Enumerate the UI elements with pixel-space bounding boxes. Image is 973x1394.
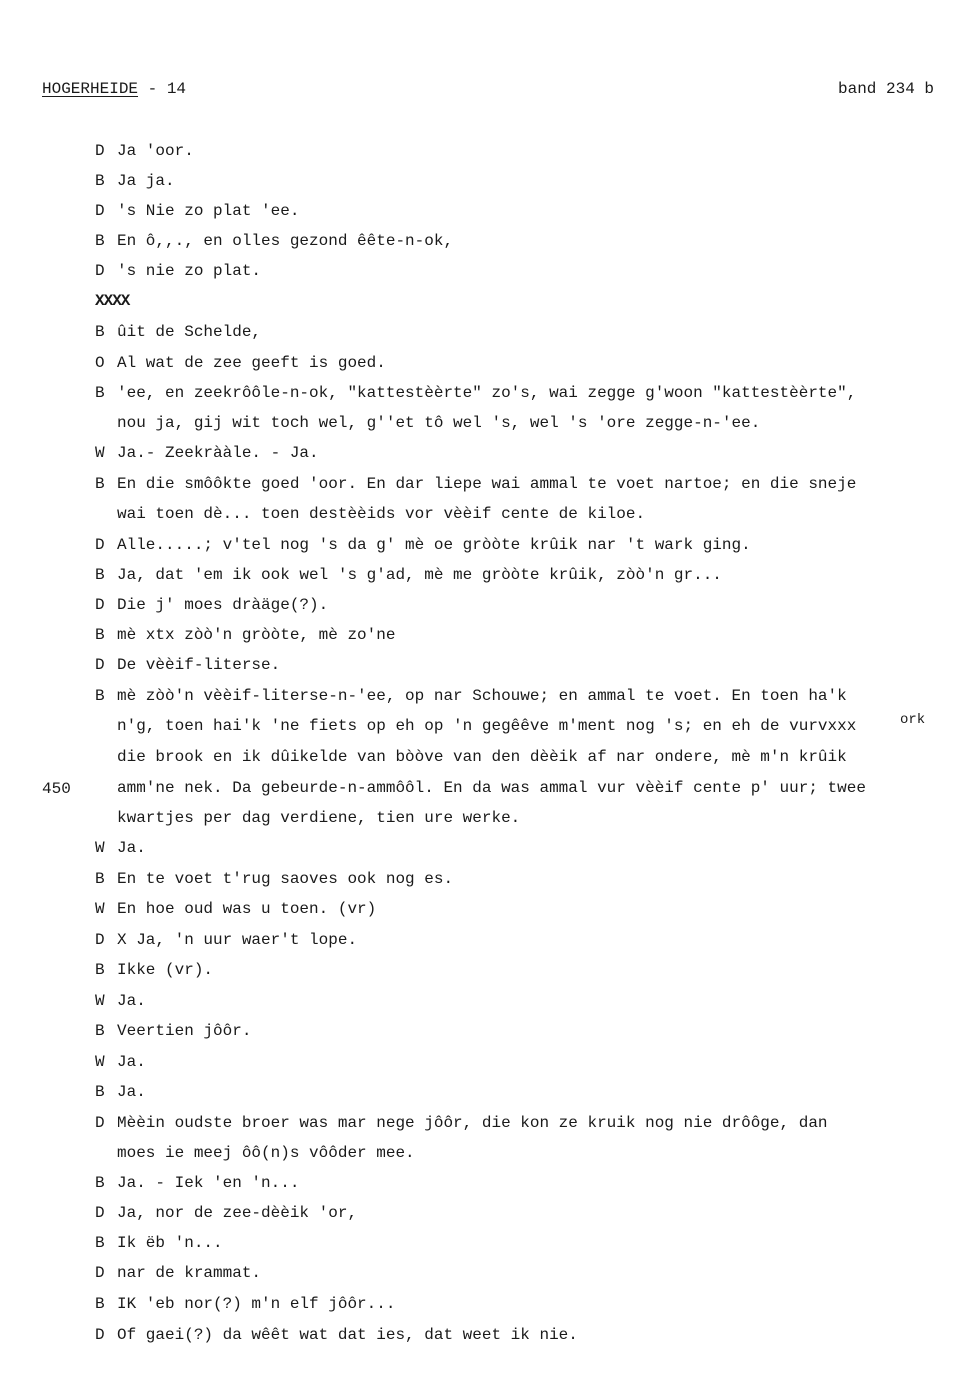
speaker-label: W [95, 839, 105, 857]
continuation-text: kwartjes per dag verdiene, tien ure werke. [117, 809, 521, 827]
speaker-label: B [95, 626, 105, 644]
continuation-text: amm'ne nek. Da gebeurde-n-ammôôl. En da was ammal vur vèèif cente p' uur; twee [117, 779, 866, 797]
speaker-label: O [95, 354, 105, 372]
speaker-label: D [95, 656, 105, 674]
overstrike-correction: ork [900, 712, 926, 728]
speaker-label: B [95, 961, 105, 979]
utterance-text: En die smôôkte goed 'oor. En dar liepe wai ammal te voet nartoe; en die sneje [117, 475, 857, 493]
speaker-label: W [95, 1053, 105, 1071]
continuation-text: n'g, toen hai'k 'ne fiets op eh op 'n gegêêve m'ment nog 's; en eh de vurvxxx [117, 717, 857, 735]
page-number: - 14 [138, 80, 187, 98]
utterance-text: Ja. [117, 1083, 146, 1101]
utterance-text: Ja, nor de zee-dèèik 'or, [117, 1204, 358, 1222]
speaker-label: W [95, 444, 105, 462]
continuation-text: nou ja, gij wit toch wel, g''et tô wel 's, wel 's 'ore zegge-n-'ee. [117, 414, 761, 432]
speaker-label: B [95, 1295, 105, 1313]
utterance-text: En ô,,., en olles gezond êête-n-ok, [117, 232, 454, 250]
utterance-text: ûit de Schelde, [117, 323, 262, 341]
utterance-text: Die j' moes dràäge(?). [117, 596, 329, 614]
speaker-label: B [95, 1022, 105, 1040]
speaker-label: D [95, 1204, 105, 1222]
speaker-label: D [95, 262, 105, 280]
utterance-text: nar de krammat. [117, 1264, 262, 1282]
speaker-label: B [95, 1234, 105, 1252]
speaker-label: B [95, 172, 105, 190]
utterance-text: Ja. [117, 839, 146, 857]
utterance-text: Ja. [117, 992, 146, 1010]
page-header-right: band 234 b [838, 80, 935, 98]
utterance-text: Alle.....; v'tel nog 's da g' mè oe gròòte krûik nar 't wark ging. [117, 536, 751, 554]
speaker-label: B [95, 323, 105, 341]
speaker-label: B [95, 475, 105, 493]
utterance-text: En hoe oud was u toen. (vr) [117, 900, 377, 918]
utterance-text: IK 'eb nor(?) m'n elf jôôr... [117, 1295, 396, 1313]
speaker-label: D [95, 202, 105, 220]
speaker-label: D [95, 536, 105, 554]
utterance-text: Of gaei(?) da wêêt wat dat ies, dat weet ik nie. [117, 1326, 578, 1344]
speaker-label: D [95, 1264, 105, 1282]
utterance-text: De vèèif-literse. [117, 656, 281, 674]
document-title: HOGERHEIDE [42, 80, 139, 98]
margin-line-number: 450 [42, 780, 71, 798]
utterance-text: 'ee, en zeekrôôle-n-ok, "kattestèèrte" zo's, wai zegge g'woon "kattestèèrte", [117, 384, 857, 402]
utterance-text: Ja, dat 'em ik ook wel 's g'ad, mè me gròòte krûik, zòò'n gr... [117, 566, 722, 584]
utterance-text: mè zòò'n vèèif-literse-n-'ee, op nar Schouwe; en ammal te voet. En toen ha'k [117, 687, 847, 705]
utterance-text: 's nie zo plat. [117, 262, 262, 280]
utterance-text: Veertien jôôr. [117, 1022, 252, 1040]
utterance-text: Ikke (vr). [117, 961, 214, 979]
speaker-label: D [95, 931, 105, 949]
speaker-label: B [95, 870, 105, 888]
speaker-label: D [95, 596, 105, 614]
speaker-label: B [95, 687, 105, 705]
utterance-text: En te voet t'rug saoves ook nog es. [117, 870, 454, 888]
speaker-label: B [95, 384, 105, 402]
utterance-text: Ja.- Zeekrààle. - Ja. [117, 444, 319, 462]
speaker-label: D [95, 1114, 105, 1132]
utterance-text: Ik ëb 'n... [117, 1234, 223, 1252]
page-header-left [42, 80, 186, 98]
utterance-text: Ja ja. [117, 172, 175, 190]
continuation-text: wai toen dè... toen destèèids vor vèèif cente de kiloe. [117, 505, 646, 523]
speaker-label: B [95, 1083, 105, 1101]
speaker-label: B [95, 1174, 105, 1192]
utterance-text: 's Nie zo plat 'ee. [117, 202, 300, 220]
utterance-text: Ja. [117, 1053, 146, 1071]
speaker-label: D [95, 142, 105, 160]
continuation-text: die brook en ik dûikelde van bòòve van den dèèik af nar ondere, mè m'n krûik [117, 748, 847, 766]
utterance-text: X Ja, 'n uur waer't lope. [117, 931, 358, 949]
utterance-text: Ja 'oor. [117, 142, 194, 160]
utterance-text: Ja. - Iek 'en 'n... [117, 1174, 300, 1192]
speaker-label: B [95, 566, 105, 584]
speaker-label: D [95, 1326, 105, 1344]
speaker-label: W [95, 992, 105, 1010]
utterance-text: mè xtx zòò'n gròòte, mè zo'ne [117, 626, 396, 644]
continuation-text: XXXX [95, 292, 130, 310]
speaker-label: B [95, 232, 105, 250]
utterance-text: Al wat de zee geeft is goed. [117, 354, 386, 372]
continuation-text: moes ie meej ôô(n)s vôôder mee. [117, 1144, 415, 1162]
speaker-label: W [95, 900, 105, 918]
utterance-text: Mèèin oudste broer was mar nege jôôr, die kon ze kruik nog nie drôôge, dan [117, 1114, 828, 1132]
